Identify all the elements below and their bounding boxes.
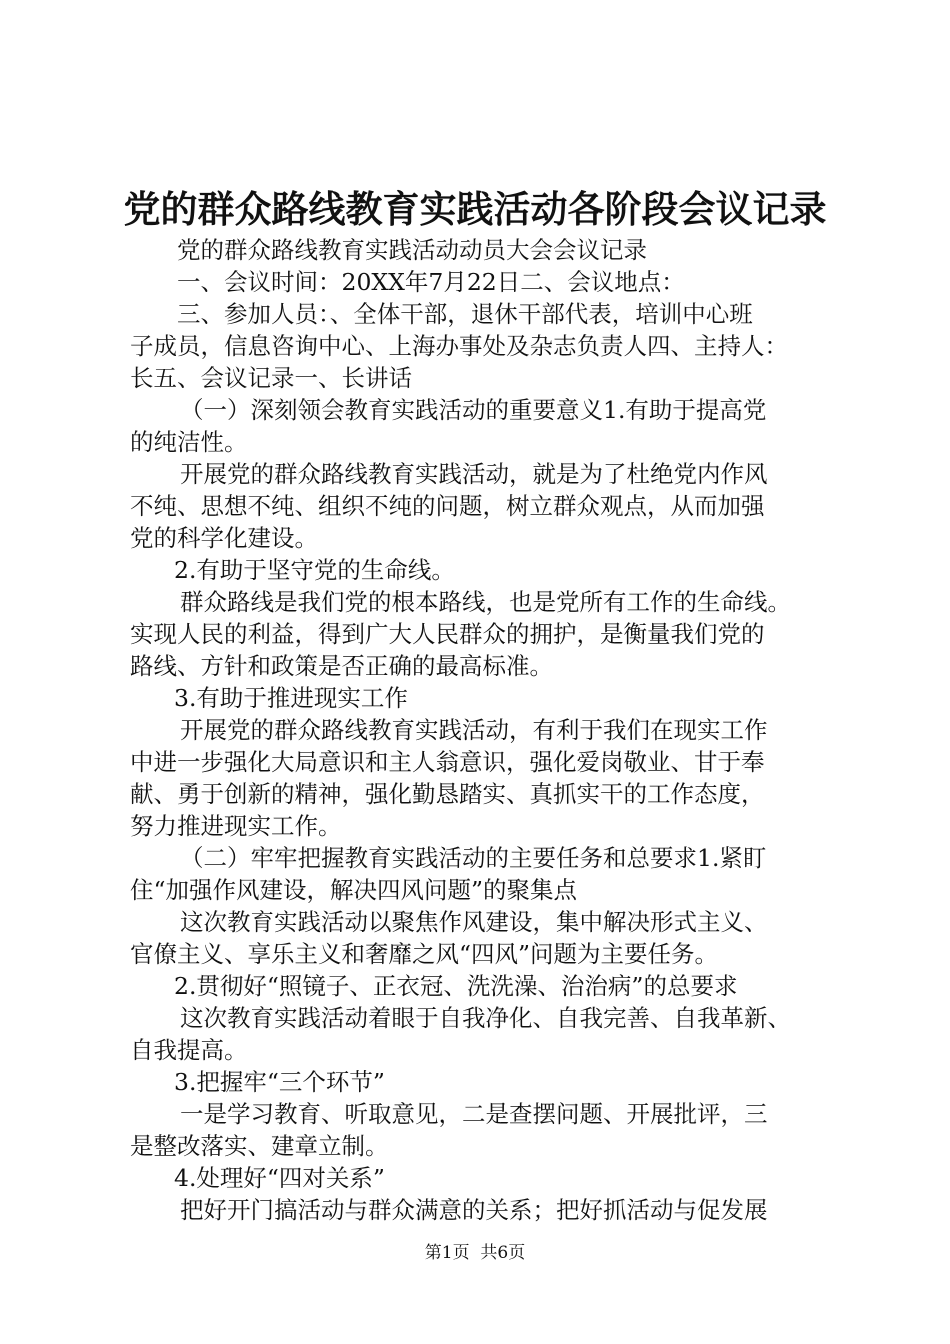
text-line: 路线、方针和政策是否正确的最高标准。	[130, 652, 553, 680]
text-line: 献、勇于创新的精神，强化勤恳踏实、真抓实干的工作态度，	[130, 780, 765, 808]
text-line: 开展党的群众路线教育实践活动，有利于我们在现实工作	[180, 716, 768, 744]
text-line: 把好开门搞活动与群众满意的关系；把好抓活动与促发展	[180, 1196, 768, 1224]
text-line: 自我提高。	[130, 1036, 248, 1064]
text-line: 开展党的群众路线教育实践活动，就是为了杜绝党内作风	[180, 460, 768, 488]
text-line: 不纯、思想不纯、组织不纯的问题，树立群众观点，从而加强	[130, 492, 765, 520]
text-line: 党的群众路线教育实践活动动员大会会议记录	[177, 236, 647, 264]
text-line: 三、参加人员：、全体干部，退休干部代表，培训中心班	[177, 300, 753, 328]
text-line: 的纯洁性。	[130, 428, 248, 456]
page-number: 第1页 共6页	[424, 1243, 526, 1263]
text-line: 3.有助于推进现实工作	[174, 684, 408, 712]
text-line: 2.贯彻好“照镜子、正衣冠、洗洗澡、治治病”的总要求	[174, 972, 738, 1000]
text-line: 实现人民的利益，得到广大人民群众的拥护，是衡量我们党的	[130, 620, 765, 648]
text-line: 官僚主义、享乐主义和奢靡之风“四风”问题为主要任务。	[130, 940, 719, 968]
text-line: 党的科学化建设。	[130, 524, 318, 552]
text-line: 中进一步强化大局意识和主人翁意识，强化爱岗敬业、甘于奉	[130, 748, 765, 776]
text-line: 子成员，信息咨询中心、上海办事处及杂志负责人四、主持人：	[130, 332, 788, 360]
text-line: 3.把握牢“三个环节”	[174, 1068, 385, 1096]
text-line: 2.有助于坚守党的生命线。	[174, 556, 455, 584]
text-line: 住“加强作风建设，解决四风问题”的聚集点	[130, 876, 578, 904]
text-line: （一）深刻领会教育实践活动的重要意义1.有助于提高党	[180, 396, 767, 424]
text-line: 长五、会议记录一、长讲话	[130, 364, 412, 392]
document-title: 党的群众路线教育实践活动各阶段会议记录	[123, 187, 827, 231]
text-line: 群众路线是我们党的根本路线，也是党所有工作的生命线。	[180, 588, 791, 616]
text-line: 这次教育实践活动以聚焦作风建设，集中解决形式主义、	[180, 908, 768, 936]
text-line: 一、会议时间：20XX年7月22日二、会议地点：	[177, 268, 685, 296]
text-line: 一是学习教育、听取意见，二是查摆问题、开展批评，三	[180, 1100, 768, 1128]
text-line: 努力推进现实工作。	[130, 812, 342, 840]
text-line: 这次教育实践活动着眼于自我净化、自我完善、自我革新、	[180, 1004, 791, 1032]
document-body	[130, 234, 830, 1226]
text-line: 4.处理好“四对关系”	[174, 1164, 385, 1192]
text-line: （二）牢牢把握教育实践活动的主要任务和总要求1.紧盯	[180, 844, 767, 872]
text-line: 是整改落实、建章立制。	[130, 1132, 389, 1160]
